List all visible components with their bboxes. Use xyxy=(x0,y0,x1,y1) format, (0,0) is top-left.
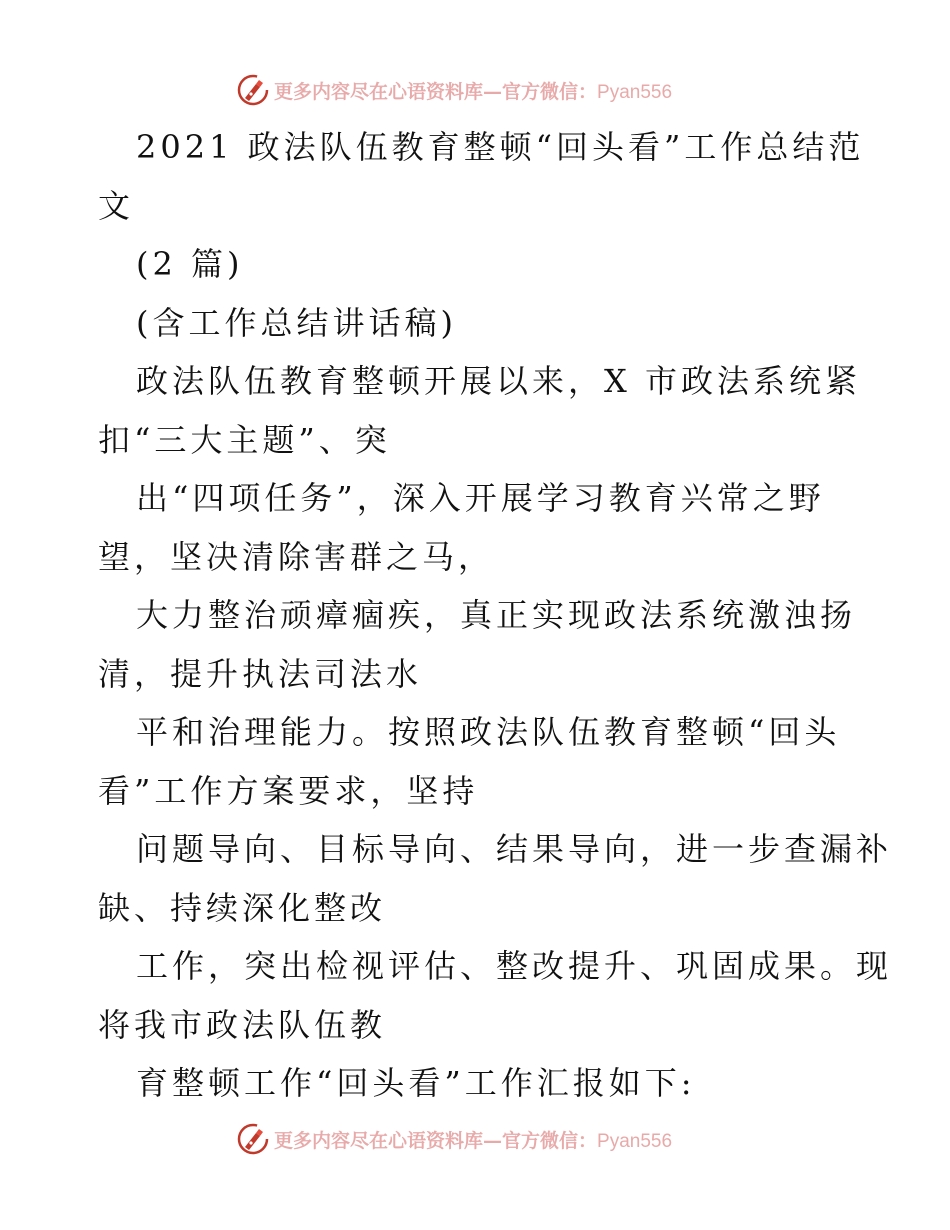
pen-nib-circle-icon xyxy=(236,73,270,107)
title-line-2: 文 xyxy=(98,186,135,225)
watermark-wechat-id: Pyan556 xyxy=(597,81,673,103)
paragraph-line: 看”工作方案要求，坚持 xyxy=(98,771,479,810)
paragraph-line: 望，坚决清除害群之马， xyxy=(98,537,495,576)
subtitle-count: (2 篇) xyxy=(136,245,244,283)
paragraph-line: 问题导向、目标导向、结果导向，进一步查漏补 xyxy=(136,830,893,868)
paragraph-line: 大力整治顽瘴痼疾，真正实现政法系统激浊扬 xyxy=(136,596,857,634)
paragraph-line: 平和治理能力。按照政法队伍教育整顿“回头 xyxy=(136,713,841,751)
watermark-text: 更多内容尽在心语资料库—官方微信： xyxy=(274,1129,598,1152)
watermark-footer xyxy=(236,1122,716,1156)
paragraph-line: 育整顿工作“回头看”工作汇报如下: xyxy=(136,1064,696,1102)
watermark-header xyxy=(236,73,716,107)
paragraph-line: 扣“三大主题”、突 xyxy=(98,420,391,459)
document-body xyxy=(98,118,893,1113)
paragraph-line: 政法队伍教育整顿开展以来，X 市政法系统紧 xyxy=(136,362,861,400)
paragraph-line: 工作，突出检视评估、整改提升、巩固成果。现 xyxy=(136,947,893,985)
paragraph-line: 将我市政法队伍教 xyxy=(98,1005,387,1044)
title-line-1: 2021 政法队伍教育整顿“回头看”工作总结范 xyxy=(136,128,865,166)
pen-nib-circle-icon xyxy=(236,1122,270,1156)
subtitle-note: (含工作总结讲话稿) xyxy=(136,303,457,342)
paragraph-line: 清，提升执法司法水 xyxy=(98,654,423,693)
paragraph-line: 缺、持续深化整改 xyxy=(98,888,387,927)
paragraph-line: 出“四项任务”，深入开展学习教育兴常之野 xyxy=(136,479,825,517)
watermark-wechat-id: Pyan556 xyxy=(597,1130,673,1152)
watermark-text: 更多内容尽在心语资料库—官方微信： xyxy=(274,80,598,103)
